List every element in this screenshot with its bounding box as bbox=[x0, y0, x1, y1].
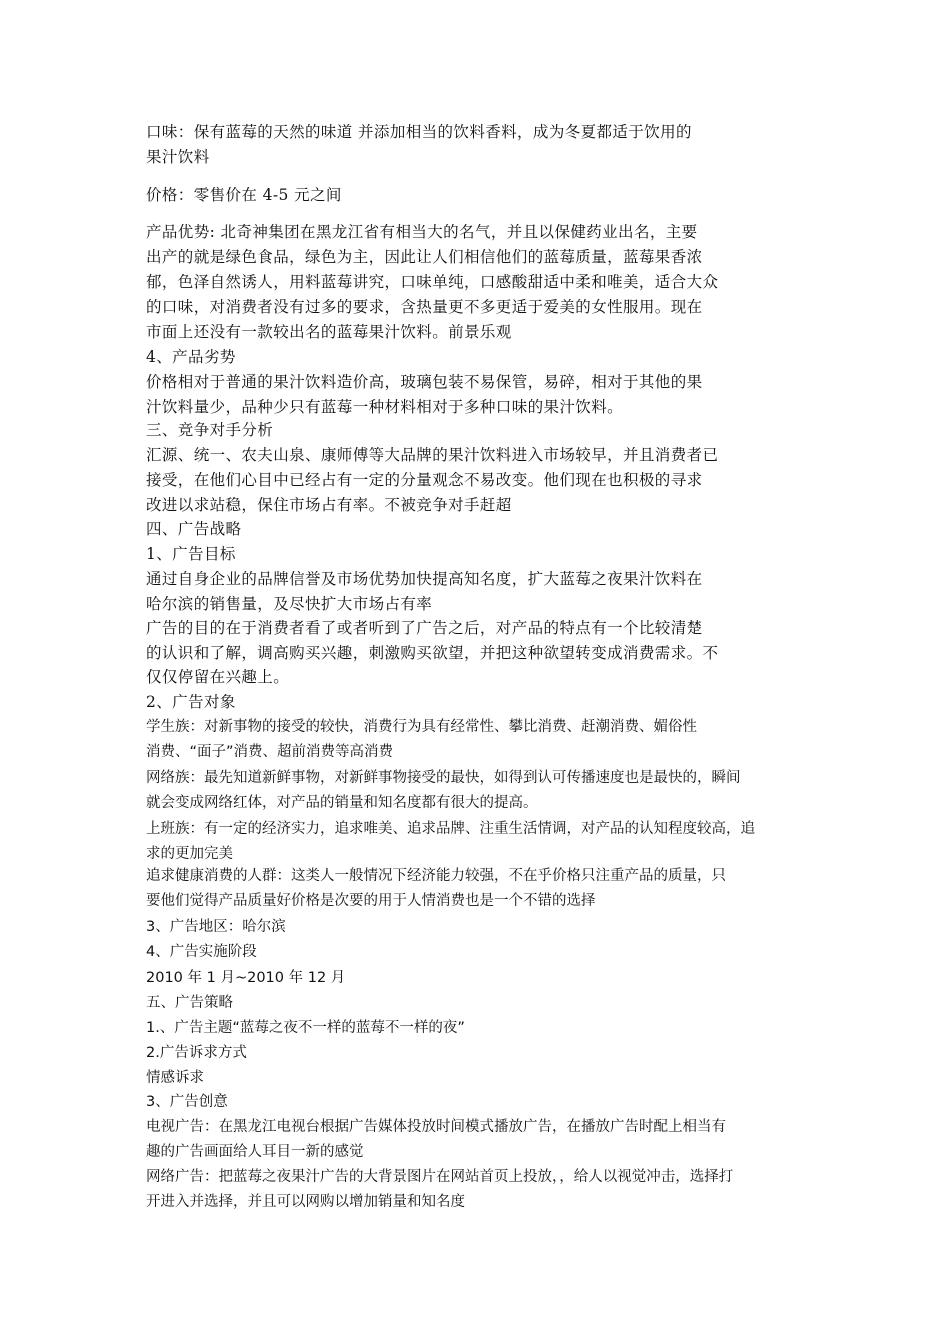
document-text-line: 的口味，对消费者没有过多的要求，含热量更不多更适于爱美的女性服用。现在 bbox=[146, 298, 703, 316]
document-text-line: 情感诉求 bbox=[146, 1070, 204, 1086]
document-text-line: 开进入并选择，并且可以网购以增加销量和知名度 bbox=[146, 1194, 465, 1210]
document-text-line: 哈尔滨的销售量，及尽快扩大市场占有率 bbox=[146, 595, 433, 613]
document-text-line: 2010 年 1 月~2010 年 12 月 bbox=[146, 970, 346, 986]
document-text-line: 2.广告诉求方式 bbox=[146, 1045, 247, 1061]
document-text-line: 市面上还没有一款较出名的蓝莓果汁饮料。前景乐观 bbox=[146, 323, 512, 341]
document-text-line: 趣的广告画面给人耳目一新的感觉 bbox=[146, 1144, 364, 1160]
document-text-line: 三、竞争对手分析 bbox=[146, 421, 274, 439]
document-text-line: 五、广告策略 bbox=[146, 995, 233, 1011]
document-text-line: 汁饮料量少，品种少只有蓝莓一种材料相对于多种口味的果汁饮料。 bbox=[146, 398, 624, 416]
document-text-line: 广告的目的在于消费者看了或者听到了广告之后，对产品的特点有一个比较清楚 bbox=[146, 619, 703, 637]
document-text-line: 汇源、统一、农夫山泉、康师傅等大品牌的果汁饮料进入市场较早，并且消费者已 bbox=[146, 446, 719, 464]
document-text-line: 网络族：最先知道新鲜事物，对新鲜事物接受的最快，如得到认可传播速度也是最快的，瞬间 bbox=[146, 770, 741, 786]
document-text-line: 口味：保有蓝莓的天然的味道 并添加相当的饮料香料，成为冬夏都适于饮用的 bbox=[146, 123, 692, 141]
document-text-line: 价格：零售价在 4-5 元之间 bbox=[146, 186, 342, 204]
document-text-line: 追求健康消费的人群：这类人一般情况下经济能力较强，不在乎价格只注重产品的质量，只 bbox=[146, 868, 726, 884]
document-text-line: 电视广告：在黑龙江电视台根据广告媒体投放时间模式播放广告，在播放广告时配上相当有 bbox=[146, 1119, 726, 1135]
document-text-line: 4、广告实施阶段 bbox=[146, 944, 257, 960]
document-text-line: 2、广告对象 bbox=[146, 693, 236, 711]
document-text-line: 要他们觉得产品质量好价格是次要的用于人情消费也是一个不错的选择 bbox=[146, 893, 596, 909]
document-text-line: 1、广告目标 bbox=[146, 545, 236, 563]
document-text-line: 接受，在他们心目中已经占有一定的分量观念不易改变。他们现在也积极的寻求 bbox=[146, 471, 703, 489]
document-text-line: 求的更加完美 bbox=[146, 846, 233, 862]
document-text-line: 学生族：对新事物的接受的较快，消费行为具有经常性、攀比消费、赶潮消费、媚俗性 bbox=[146, 719, 697, 735]
document-text-line: 消费、“面子”消费、超前消费等高消费 bbox=[146, 744, 394, 760]
document-text-line: 上班族：有一定的经济实力，追求唯美、追求品牌、注重生活情调，对产品的认知程度较高，追 bbox=[146, 821, 755, 837]
document-text-line: 郁，色泽自然诱人，用料蓝莓讲究，口味单纯，口感酸甜适中柔和唯美，适合大众 bbox=[146, 273, 719, 291]
document-text-line: 的认识和了解，调高购买兴趣，刺激购买欲望，并把这种欲望转变成消费需求。不 bbox=[146, 644, 719, 662]
document-text-line: 4、产品劣势 bbox=[146, 348, 236, 366]
document-text-line: 出产的就是绿色食品，绿色为主，因此让人们相信他们的蓝莓质量，蓝莓果香浓 bbox=[146, 248, 703, 266]
document-text-line: 就会变成网络红体，对产品的销量和知名度都有很大的提高。 bbox=[146, 795, 538, 811]
document-text-line: 改进以求站稳，保住市场占有率。不被竞争对手赶超 bbox=[146, 496, 512, 514]
document-text-line: 仅仅停留在兴趣上。 bbox=[146, 668, 290, 686]
document-text-line: 果汁饮料 bbox=[146, 148, 210, 166]
document-text-line: 网络广告：把蓝莓之夜果汁广告的大背景图片在网站首页上投放，，给人以视觉冲击，选择打 bbox=[146, 1169, 734, 1185]
document-text-line: 产品优势: 北奇神集团在黑龙江省有相当大的名气，并且以保健药业出名，主要 bbox=[146, 223, 698, 241]
document-text-line: 通过自身企业的品牌信誉及市场优势加快提高知名度，扩大蓝莓之夜果汁饮料在 bbox=[146, 570, 703, 588]
document-text-line: 四、广告战略 bbox=[146, 520, 242, 538]
document-text-line: 3、广告创意 bbox=[146, 1094, 228, 1110]
document-text-line: 3、广告地区：哈尔滨 bbox=[146, 919, 286, 935]
document-text-line: 1.、广告主题“蓝莓之夜不一样的蓝莓不一样的夜” bbox=[146, 1020, 465, 1036]
document-text-line: 价格相对于普通的果汁饮料造价高，玻璃包装不易保管，易碎，相对于其他的果 bbox=[146, 373, 703, 391]
